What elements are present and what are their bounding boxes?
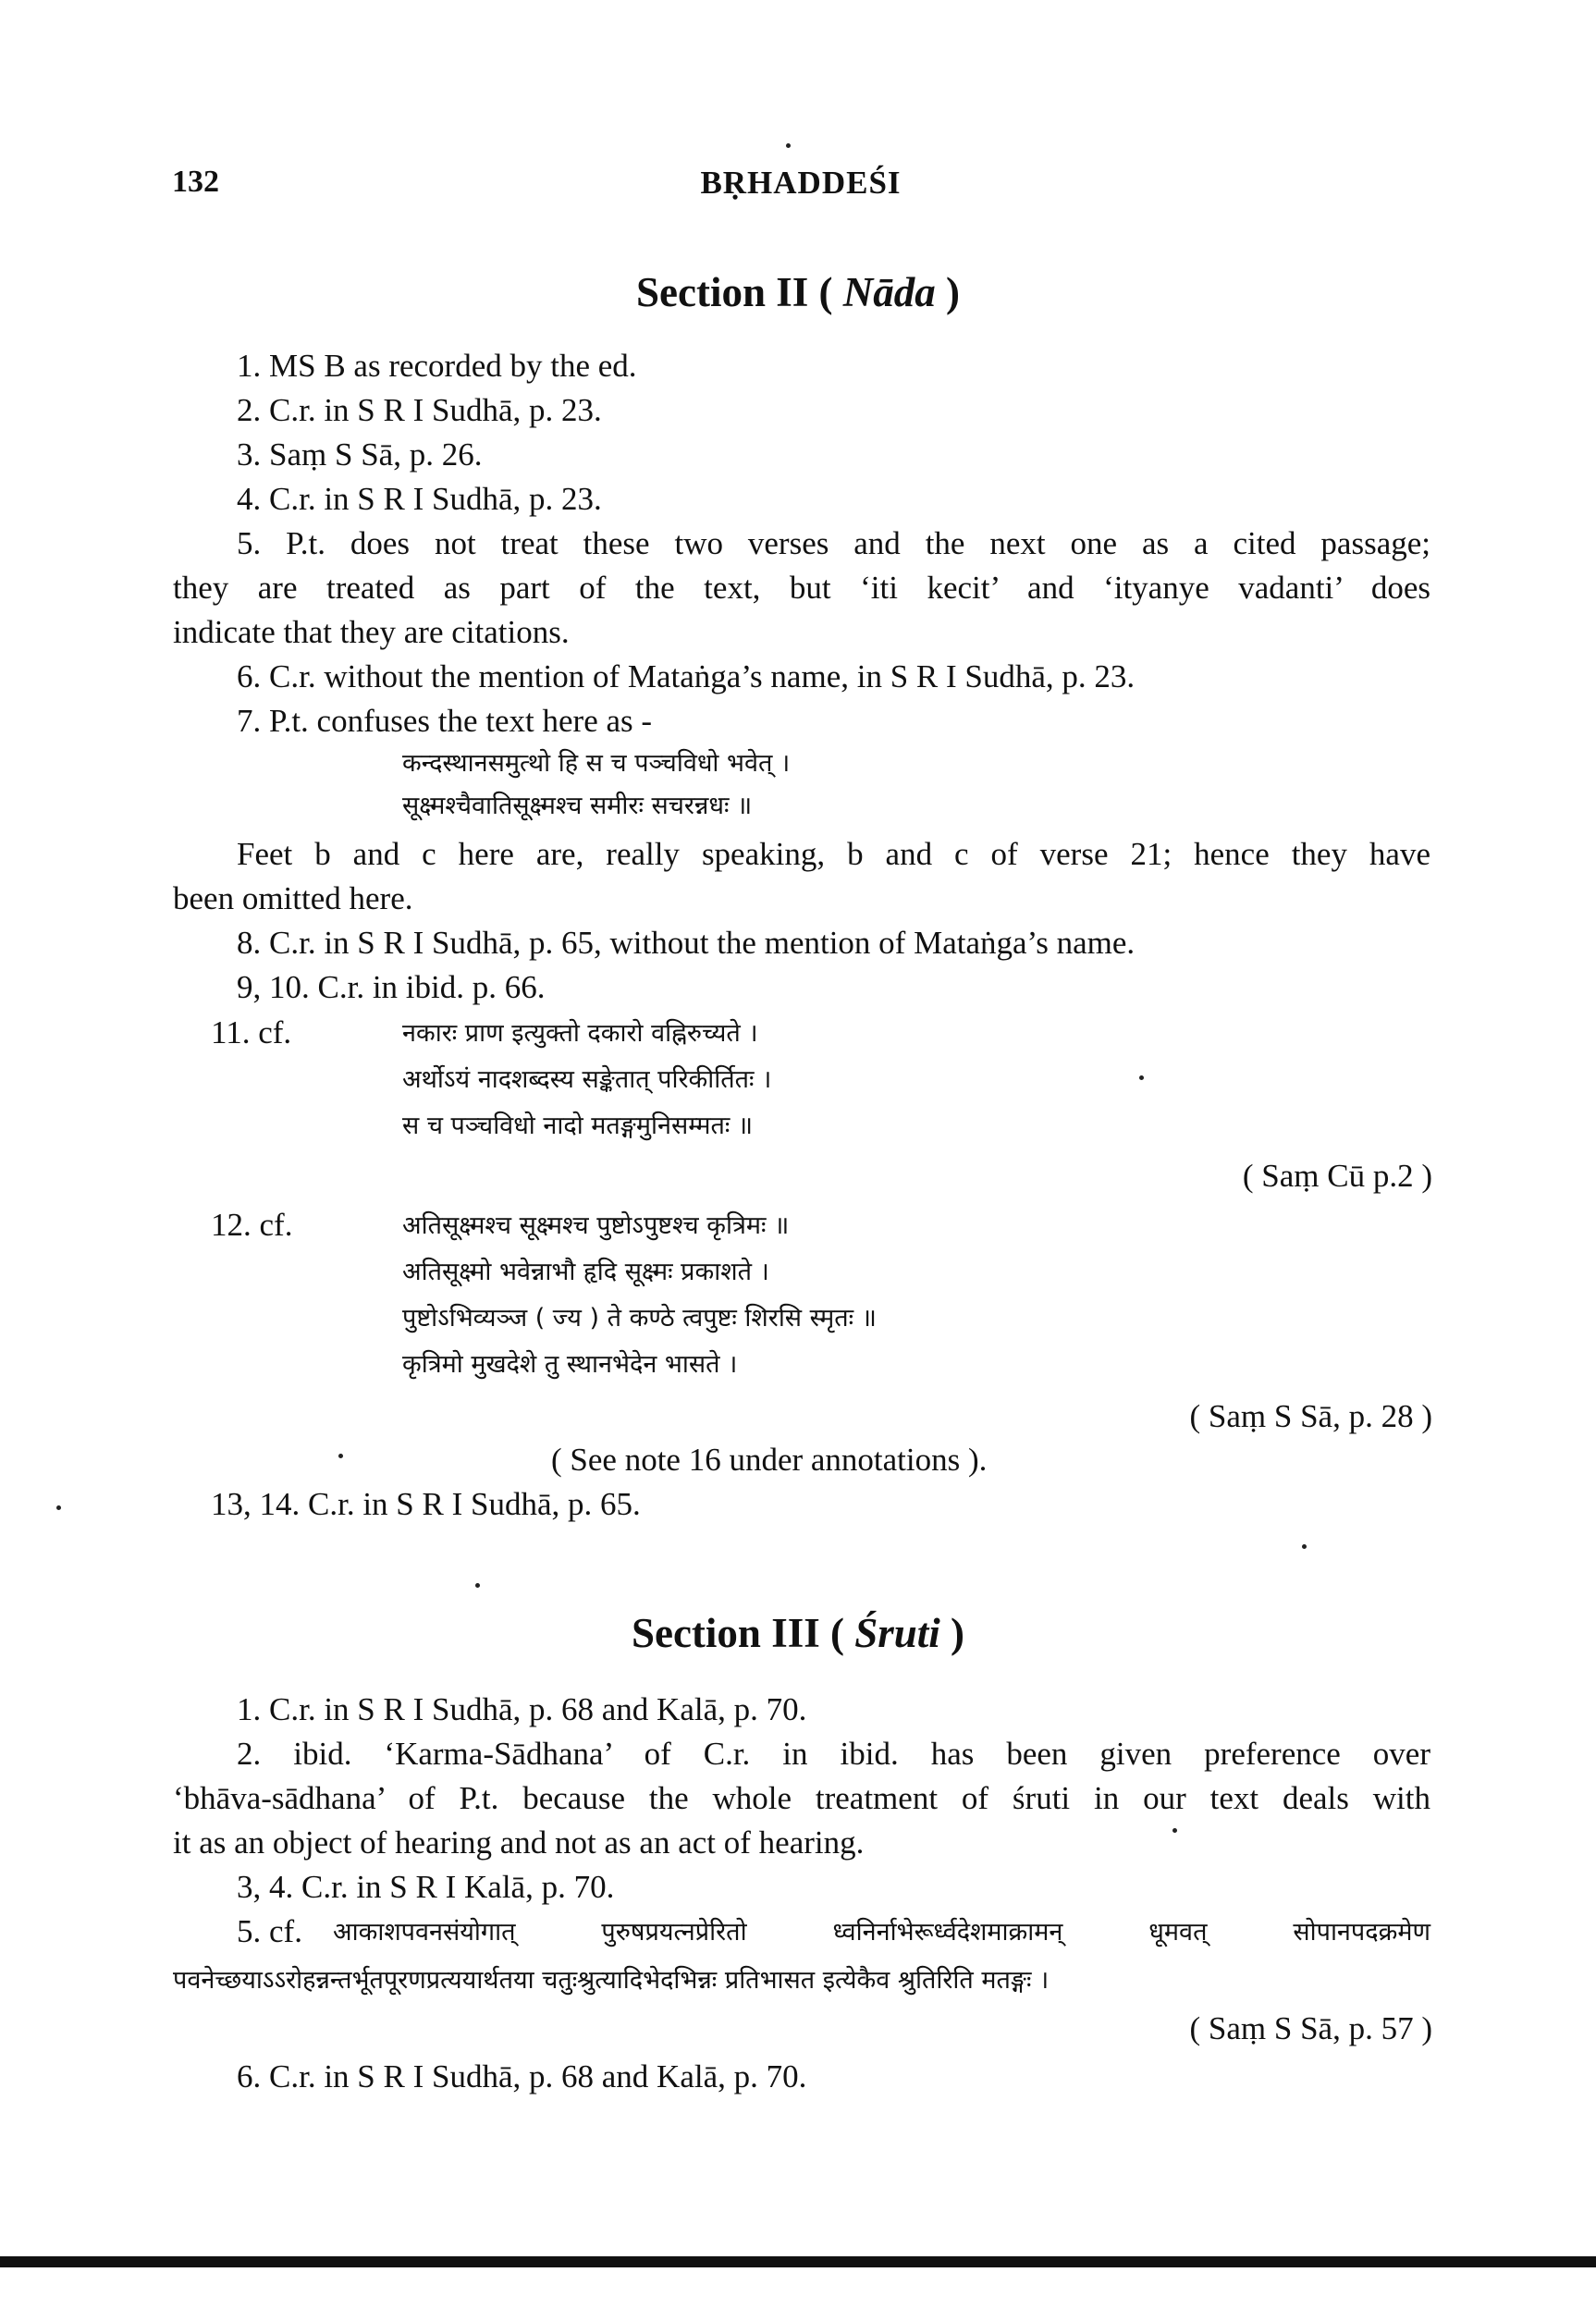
scan-speck [56, 1505, 61, 1510]
section-heading-sruti: Section III ( Śruti ) [631, 1610, 965, 1656]
scan-speck [1139, 1075, 1144, 1080]
sruti-note-5-line-2: पवनेच्छयाऽऽरोहन्नन्तर्भूतपूरणप्रत्ययार्थतया चतुःश्रुत्यादिभेदभिन्नः प्रतिभासत इत्येकैव श्रुतिरिति मतङ्गः । [173, 1966, 1050, 1995]
sruti-note-2-line-1: 2. ibid. ‘Karma-Sādhana’ of C.r. in ibid. has been given preference over [237, 1736, 1430, 1772]
note-5-line-1: 5. P.t. does not treat these two verses and the next one as a cited passage; [237, 525, 1430, 561]
sruti-note-5-line-1: आकाशपवनसंयोगात् पुरुषप्रयत्नप्रेरितो ध्वनिर्नाभेरूर्ध्वदेशमाक्रामन् धूमवत् सोपानपदक्रमेण [333, 1918, 1430, 1947]
scan-speck [1172, 1828, 1177, 1833]
sruti-note-2-line-2: ‘bhāva-sādhana’ of P.t. because the whole treatment of śruti in our text deals with [173, 1780, 1430, 1816]
note-12-verse-2: अतिसूक्ष्मो भवेन्नाभौ हृदि सूक्ष्मः प्रकाशते । [402, 1258, 769, 1286]
note-7-verse-2: सूक्ष्मश्चैवातिसूक्ष्मश्च समीरः सचरन्नधः ॥ [402, 792, 753, 820]
scan-speck [786, 143, 791, 148]
note-8: 8. C.r. in S R I Sudhā, p. 65, without the mention of Mataṅga’s name. [237, 925, 1136, 961]
sruti-note-6: 6. C.r. in S R I Sudhā, p. 68 and Kalā, p. 70. [237, 2058, 807, 2094]
note-12-source: ( Saṃ S Sā, p. 28 ) [1189, 1398, 1432, 1434]
section-heading-term: Nāda [842, 269, 936, 315]
running-title: BṚHADDEŚI [700, 165, 902, 201]
note-11-verse-2: अर्थोऽयं नादशब्दस्य सङ्केतात् परिकीर्तितः । [402, 1065, 772, 1094]
sruti-note-1: 1. C.r. in S R I Sudhā, p. 68 and Kalā, p. 70. [237, 1691, 807, 1727]
note-7-remark-line-2: been omitted here. [173, 880, 413, 916]
note-6: 6. C.r. without the mention of Mataṅga’s name, in S R I Sudhā, p. 23. [237, 658, 1136, 694]
note-12-verse-1: अतिसूक्ष्मश्च सूक्ष्मश्च पुष्टोऽपुष्टश्च कृत्रिमः ॥ [402, 1211, 790, 1240]
scan-speck [338, 1454, 343, 1458]
note-11-source: ( Saṃ Cū p.2 ) [1242, 1158, 1432, 1194]
sruti-note-3-4: 3, 4. C.r. in S R I Kalā, p. 70. [237, 1869, 615, 1905]
note-7: 7. P.t. confuses the text here as - [237, 703, 653, 739]
section-heading-term: Śruti [854, 1610, 940, 1656]
note-1: 1. MS B as recorded by the ed. [237, 348, 637, 384]
note-2: 2. C.r. in S R I Sudhā, p. 23. [237, 392, 602, 428]
see-note-reference: ( See note 16 under annotations ). [551, 1442, 988, 1478]
sruti-note-5-source: ( Saṃ S Sā, p. 57 ) [1189, 2010, 1432, 2046]
note-7-verse-1: कन्दस्थानसमुत्थो हि स च पञ्चविधो भवेत् । [402, 749, 791, 778]
note-3: 3. Saṃ S Sā, p. 26. [237, 436, 483, 473]
scan-speck [1302, 1544, 1307, 1549]
bottom-scan-rule [0, 2256, 1596, 2267]
note-4: 4. C.r. in S R I Sudhā, p. 23. [237, 481, 602, 517]
sruti-note-5-label: 5. cf. [237, 1913, 302, 1949]
note-12-verse-4: कृत्रिमो मुखदेशे तु स्थानभेदेन भासते । [402, 1350, 738, 1379]
note-9-10: 9, 10. C.r. in ibid. p. 66. [237, 969, 546, 1005]
note-5-line-3: indicate that they are citations. [173, 614, 570, 650]
note-11-verse-3: स च पञ्चविधो नादो मतङ्गमुनिसम्मतः ॥ [402, 1112, 754, 1140]
note-11-verse-1: नकारः प्राण इत्युक्तो दकारो वह्निरुच्यते । [402, 1019, 758, 1048]
note-12-label: 12. cf. [211, 1207, 293, 1243]
running-head [172, 165, 1430, 211]
note-7-remark-line-1: Feet b and c here are, really speaking, b and c of verse 21; hence they have [237, 836, 1430, 872]
scan-speck [475, 1583, 480, 1588]
note-11-label: 11. cf. [211, 1014, 292, 1050]
note-13-14: 13, 14. C.r. in S R I Sudhā, p. 65. [211, 1486, 641, 1522]
page-number: 132 [172, 165, 219, 199]
sruti-note-2-line-3: it as an object of hearing and not as an act of hearing. [173, 1824, 865, 1861]
note-5-line-2: they are treated as part of the text, but ‘iti kecit’ and ‘ityanye vadanti’ does [173, 570, 1430, 606]
note-12-verse-3: पुष्टोऽभिव्यञ्ज ( ज्य ) ते कण्ठे त्वपुष्टः शिरसि स्मृतः ॥ [402, 1304, 877, 1333]
section-heading-nada: Section II ( Nāda ) [636, 269, 960, 315]
